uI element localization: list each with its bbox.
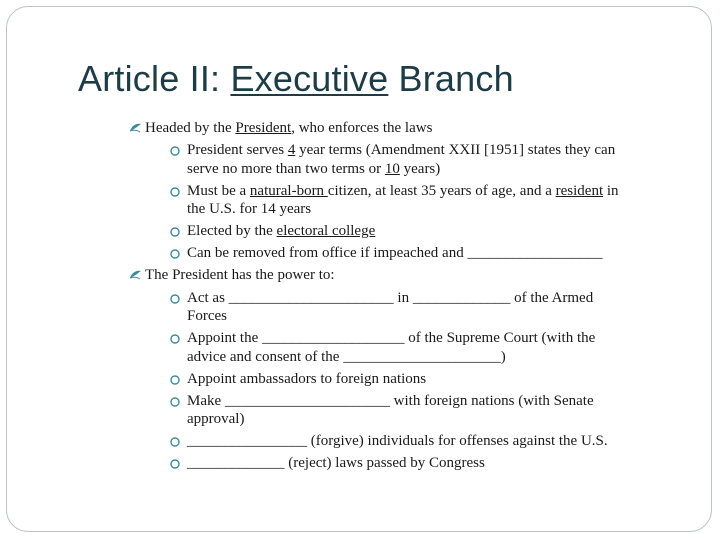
sub-bullet-natural-born: Must be a natural-born citizen, at least 35 years of age, and a resident in [187,183,619,199]
circle-bullet-icon [169,454,183,472]
sub-bullet-make: Make ______________________ with foreign nations (with Senate [187,393,594,409]
leaf-bullet-icon [128,119,142,137]
sub-bullet-act-as-cont: Forces [187,308,227,324]
title-suffix: Branch [388,58,514,99]
sub-bullet-appoint-court-cont: advice and consent of the _____________________) [187,349,506,365]
sub-bullet-elected: Elected by the electoral college [187,223,376,239]
sub-bullet-terms: President serves 4 year terms (Amendment XXII [1951] states they can [187,142,616,158]
circle-bullet-icon [169,392,183,410]
term-years-number: 4 [287,142,296,158]
sub-bullet-act-as: Act as ______________________ in _____________ of the Armed [187,290,594,306]
president-term: President [235,120,292,136]
title-prefix: Article II: [78,58,231,99]
sub-bullet-natural-born-cont: the U.S. for 14 years [187,201,312,217]
circle-bullet-icon [169,329,183,347]
circle-bullet-icon [169,370,183,388]
bullet-headed-by: Headed by the President, who enforces the laws [145,120,433,136]
sub-bullet-reject: _____________ (reject) laws passed by Congress [187,455,485,471]
title-underlined-word: Executive [230,58,389,99]
max-years-number: 10 [384,161,400,177]
electoral-term: electoral [276,223,332,239]
sub-bullet-ambassadors: Appoint ambassadors to foreign nations [187,371,427,387]
circle-bullet-icon [169,289,183,307]
sub-bullet-forgive: ________________ (forgive) individuals for offenses against the U.S. [187,433,608,449]
circle-bullet-icon [169,432,183,450]
leaf-bullet-icon [128,266,142,284]
circle-bullet-icon [169,244,183,262]
sub-bullet-appoint-court: Appoint the ___________________ of the Supreme Court (with the [187,330,596,346]
circle-bullet-icon [169,182,183,200]
natural-born-term: natural-born [249,183,328,199]
bullet-powers: The President has the power to: [145,267,335,283]
sub-bullet-impeached: Can be removed from office if impeached and __________________ [187,245,603,261]
resident-term: resident [555,183,604,199]
circle-bullet-icon [169,222,183,240]
sub-bullet-terms-cont: serve no more than two terms or 10 years) [187,161,441,177]
college-term: college [331,223,376,239]
circle-bullet-icon [169,141,183,159]
sub-bullet-make-cont: approval) [187,411,245,427]
